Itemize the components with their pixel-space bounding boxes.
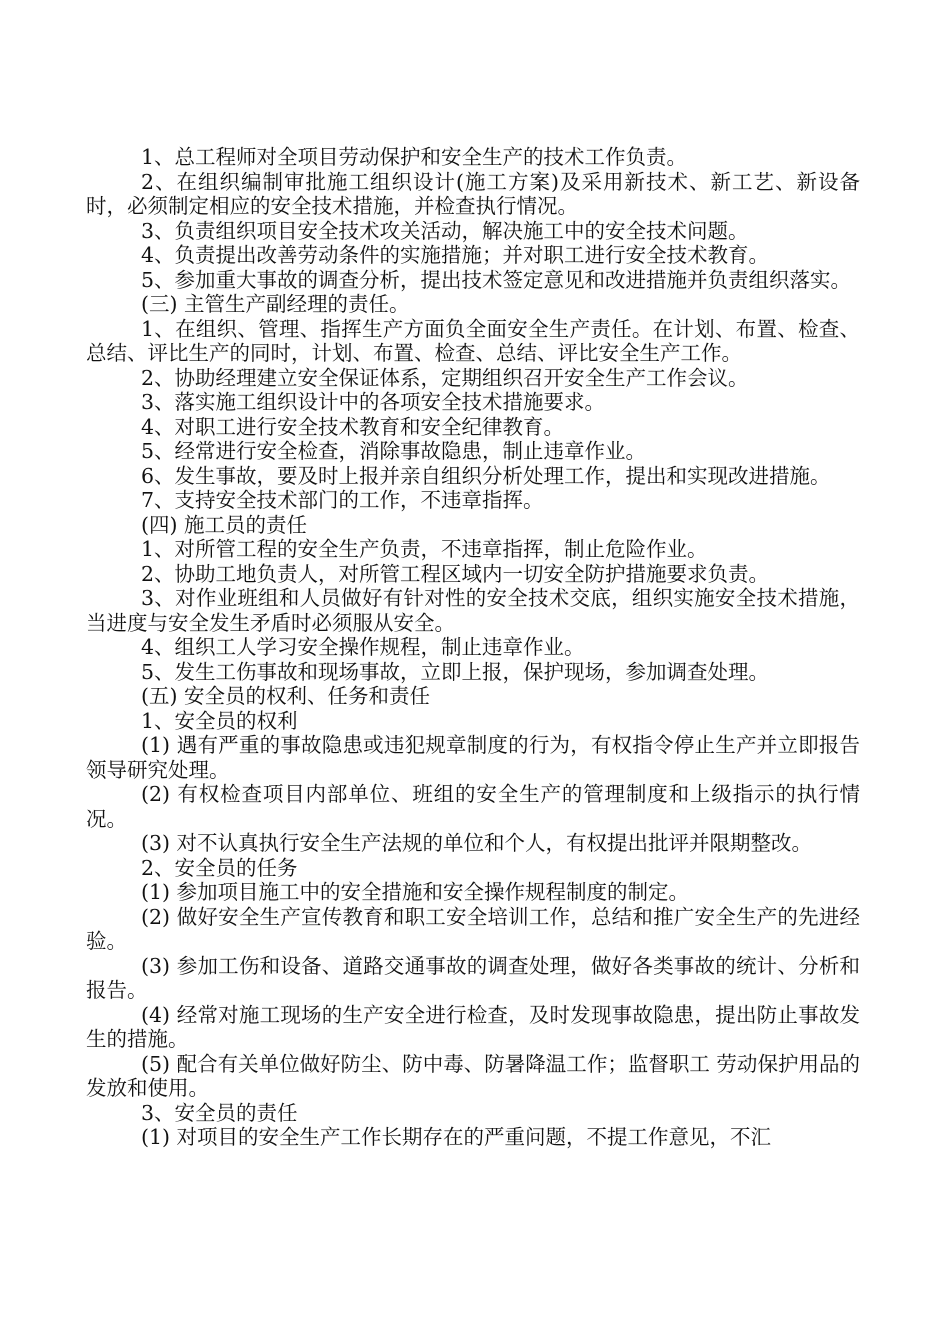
document-body: [86, 145, 860, 1150]
subheading-responsibilities: 3、安全员的责任: [141, 1100, 298, 1125]
paragraph-24: (3) 对不认真执行安全生产法规的单位和个人，有权提出批评并限期整改。: [141, 831, 813, 855]
paragraph-10: 4、对职工进行安全技术教育和安全纪律教育。: [141, 414, 565, 439]
paragraph-26: (1) 参加项目施工中的安全措施和安全操作规程制度的制定。: [141, 880, 690, 904]
subheading-rights: 1、安全员的权利: [141, 708, 298, 733]
section-heading-5: (五) 安全员的权利、任务和责任: [141, 684, 431, 708]
section-heading-4: (四) 施工员的责任: [141, 512, 308, 537]
paragraph-19: 5、发生工伤事故和现场事故，立即上报，保护现场，参加调查处理。: [141, 659, 770, 684]
subheading-tasks: 2、安全员的任务: [141, 855, 298, 880]
paragraph-12: 6、发生事故，要及时上报并亲自组织分析处理工作，提出和实现改进措施。: [141, 463, 831, 488]
paragraph-23: (2) 有权检查项目内部单位、班组的安全生产的管理制度和上级指示的执行情况。: [86, 782, 860, 831]
paragraph-32: (1) 对项目的安全生产工作长期存在的严重问题，不提工作意见，不汇: [141, 1125, 772, 1149]
paragraph-17: 3、对作业班组和人员做好有针对性的安全技术交底，组织实施安全技术措施，当进度与安全发生矛盾时必须服从安全。: [86, 586, 860, 635]
paragraph-11: 5、经常进行安全检查，消除事故隐患，制止违章作业。: [141, 439, 647, 463]
paragraph-4: 4、负责提出改善劳动条件的实施措施；并对职工进行安全技术教育。: [141, 243, 770, 267]
paragraph-2: 2、在组织编制审批施工组织设计(施工方案)及采用新技术、新工艺、新设备时，必须制定相应的安全技术措施，并检查执行情况。: [86, 169, 860, 218]
paragraph-13: 7、支持安全技术部门的工作，不违章指挥。: [141, 488, 544, 512]
paragraph-18: 4、组织工人学习安全操作规程，制止违章作业。: [141, 635, 585, 659]
paragraph-29: (4) 经常对施工现场的生产安全进行检查，及时发现事故隐患，提出防止事故发生的措施。: [86, 1002, 860, 1051]
paragraph-8: 2、协助经理建立安全保证体系，定期组织召开安全生产工作会议。: [141, 365, 749, 390]
paragraph-1: 1、总工程师对全项目劳动保护和安全生产的技术工作负责。: [141, 145, 688, 169]
paragraph-15: 1、对所管工程的安全生产负责，不违章指挥，制止危险作业。: [141, 537, 708, 561]
paragraph-16: 2、协助工地负责人，对所管工程区域内一切安全防护措施要求负责。: [141, 561, 770, 586]
paragraph-28: (3) 参加工伤和设备、道路交通事故的调查处理，做好各类事故的统计、分析和报告。: [86, 953, 860, 1002]
paragraph-3: 3、负责组织项目安全技术攻关活动，解决施工中的安全技术问题。: [141, 218, 749, 243]
paragraph-9: 3、落实施工组织设计中的各项安全技术措施要求。: [141, 390, 606, 414]
paragraph-7: 1、在组织、管理、指挥生产方面负全面安全生产责任。在计划、布置、检查、总结、评比生产的同时，计划、布置、检查、总结、评比安全生产工作。: [86, 316, 860, 365]
paragraph-30: (5) 配合有关单位做好防尘、防中毒、防暑降温工作；监督职工 劳动保护用品的发放和使用。: [86, 1051, 860, 1100]
paragraph-22: (1) 遇有严重的事故隐患或违犯规章制度的行为，有权指令停止生产并立即报告领导研究处理。: [86, 733, 860, 782]
paragraph-27: (2) 做好安全生产宣传教育和职工安全培训工作，总结和推广安全生产的先进经验。: [86, 904, 860, 953]
paragraph-5: 5、参加重大事故的调查分析，提出技术签定意见和改进措施并负责组织落实。: [141, 267, 852, 292]
section-heading-3: (三) 主管生产副经理的责任。: [141, 292, 410, 316]
